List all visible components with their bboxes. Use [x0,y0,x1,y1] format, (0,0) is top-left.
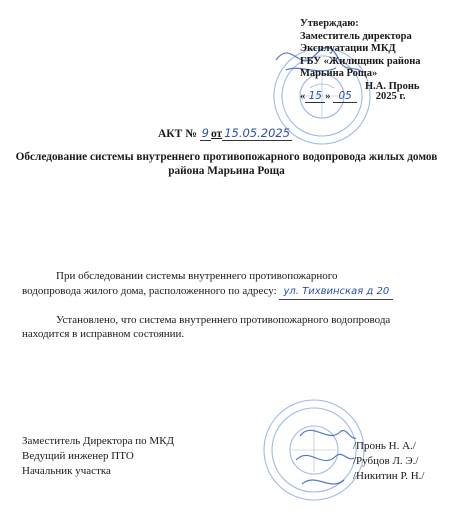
approval-signer: Н.А. Пронь [365,80,420,92]
bottom-signatures-scribble [296,430,356,484]
paragraph-1-line-1: При обследовании системы внутреннего противопожарного [56,270,338,282]
act-subject: Обследование системы внутреннего противопожарного водопровода жилых домов района Марьина Роща [15,151,438,177]
approval-date [300,90,406,103]
address-handwritten: ул. Тихвинская д 20 [279,285,393,300]
signature-name: /Пронь Н. А./ [353,440,416,452]
bottom-stamp [264,400,364,500]
signature-names [353,439,424,484]
approval-line: ГБУ «Жилищник района [300,55,421,67]
date-month: 05 [333,90,357,103]
approval-line: Эксплуатации МКД [300,43,396,55]
act-date: 15.05.2025 [224,126,291,140]
signature-name: /Рубцов Л. Э./ [353,455,419,467]
date-open-quote: « [300,91,306,102]
approval-block [300,18,421,94]
paragraph-1-line-2 [22,284,393,300]
signature-role: Начальник участка [22,465,111,477]
date-day: 15 [305,90,325,103]
paragraph-2-line-1: Установлено, что система внутреннего противопожарного водопровода [56,314,391,326]
act-number: 9 [201,126,209,140]
date-year: 2025 г. [375,91,406,102]
paragraph-1-text: водопровода жилого дома, расположенного по адресу: [22,285,277,297]
signature-name: /Никитин Р. Н./ [353,470,425,482]
date-close-quote: » [325,91,331,102]
act-date-prefix: от [210,128,223,140]
signature-role: Ведущий инженер ПТО [22,450,134,462]
approval-line: Утверждаю: [300,18,359,29]
signature-roles [22,434,174,479]
approval-line: Заместитель директора [300,30,412,42]
act-prefix: АКТ № [158,128,197,140]
paragraph-2-line-2: находится в исправном состоянии. [22,328,185,340]
act-title [158,126,292,141]
approval-line: Марьина Роща» [300,68,378,80]
signature-role: Заместитель Директора по МКД [22,435,175,447]
